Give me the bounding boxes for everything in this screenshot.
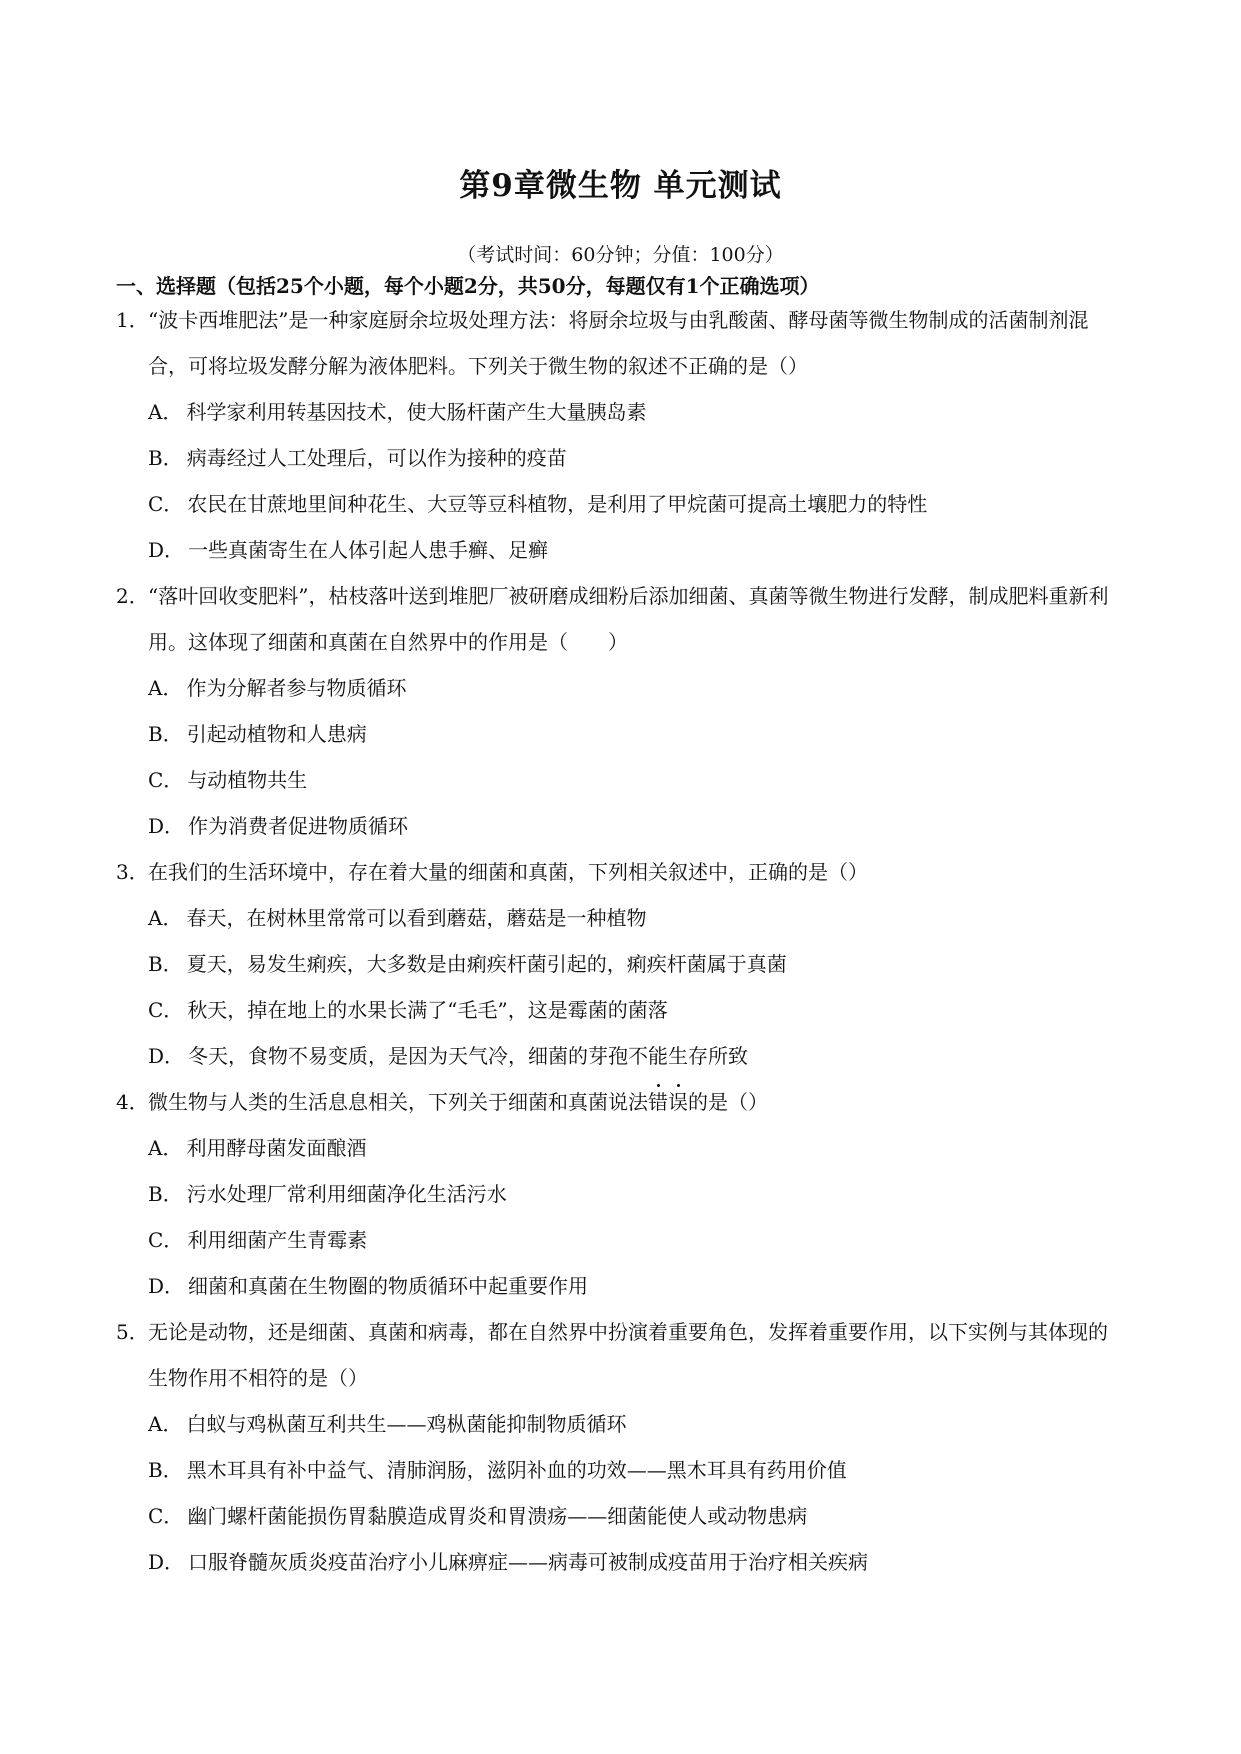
option-text: 秋天，掉在地上的水果长满了“毛毛”，这是霉菌的菌落 [187, 998, 668, 1022]
option-letter: C． [148, 768, 184, 792]
option-text: 幽门螺杆菌能损伤胃黏膜造成胃炎和胃溃疡——细菌能使人或动物患病 [187, 1504, 808, 1528]
option-text: 污水处理厂常利用细菌净化生活污水 [186, 1182, 507, 1206]
option-text: 口服脊髓灰质炎疫苗治疗小儿麻痹症——病毒可被制成疫苗用于治疗相关疾病 [188, 1550, 869, 1574]
question-4 [116, 1079, 1126, 1309]
option-text: 春天，在树林里常常可以看到蘑菇，蘑菇是一种植物 [186, 906, 647, 930]
option-text: 引起动植物和人患病 [186, 722, 367, 746]
option-c [116, 1493, 1126, 1539]
option-letter: C． [148, 998, 184, 1022]
question-list [116, 297, 1126, 1585]
emphasized-char: 误 [668, 1090, 688, 1114]
option-text: 科学家利用转基因技术，使大肠杆菌产生大量胰岛素 [186, 400, 647, 424]
document-title: 第9章微生物 单元测试 [459, 168, 782, 204]
option-text: 夏天，易发生痢疾，大多数是由痢疾杆菌引起的，痢疾杆菌属于真菌 [186, 952, 787, 976]
option-letter: A． [148, 906, 183, 930]
option-a [116, 895, 1126, 941]
option-text: 一些真菌寄生在人体引起人患手癣、足癣 [188, 538, 549, 562]
option-text: 细菌和真菌在生物圈的物质循环中起重要作用 [188, 1274, 589, 1298]
question-number: 5． [116, 1320, 149, 1344]
option-a [116, 1401, 1126, 1447]
question-5 [116, 1309, 1126, 1585]
option-letter: A． [148, 1136, 183, 1160]
option-a [116, 1125, 1126, 1171]
option-a [116, 665, 1126, 711]
option-c [116, 1217, 1126, 1263]
emphasized-char [648, 1090, 688, 1114]
option-c [116, 987, 1126, 1033]
option-text: 白蚁与鸡枞菌互利共生——鸡枞菌能抑制物质循环 [186, 1412, 627, 1436]
question-stem [116, 573, 1126, 665]
question-stem [116, 1079, 1126, 1125]
option-c [116, 481, 1126, 527]
emphasis-mark [648, 1090, 688, 1114]
option-letter: D． [148, 1274, 185, 1298]
option-text: 作为消费者促进物质循环 [188, 814, 409, 838]
option-d [116, 1539, 1126, 1585]
option-letter: A． [148, 676, 183, 700]
option-letter: A． [148, 1412, 183, 1436]
option-letter: B． [148, 1458, 183, 1482]
option-d [116, 803, 1126, 849]
option-d [116, 1033, 1126, 1079]
option-letter: C． [148, 1228, 184, 1252]
option-c [116, 757, 1126, 803]
option-text: 病毒经过人工处理后，可以作为接种的疫苗 [186, 446, 567, 470]
option-letter: B． [148, 1182, 183, 1206]
option-text: 农民在甘蔗地里间种花生、大豆等豆科植物，是利用了甲烷菌可提高土壤肥力的特性 [187, 492, 928, 516]
question-number: 3． [116, 860, 149, 884]
option-b [116, 941, 1126, 987]
option-letter: C． [148, 1504, 184, 1528]
option-b [116, 711, 1126, 757]
option-b [116, 1447, 1126, 1493]
question-stem [116, 849, 1126, 895]
question-stem [116, 297, 1126, 389]
question-text: 微生物与人类的生活息息相关，下列关于细菌和真菌说法 [148, 1090, 648, 1114]
option-letter: B． [148, 446, 183, 470]
question-text: 无论是动物，还是细菌、真菌和病毒，都在自然界中扮演着重要角色，发挥着重要作用，以下实例与其体现的生物作用不相符的是（） [148, 1320, 1108, 1390]
question-stem [116, 1309, 1126, 1401]
option-letter: C． [148, 492, 184, 516]
option-d [116, 1263, 1126, 1309]
option-text: 利用酵母菌发面酿酒 [186, 1136, 367, 1160]
option-text: 与动植物共生 [187, 768, 308, 792]
option-text: 冬天，食物不易变质，是因为天气冷，细菌的芽孢不能生存所致 [188, 1044, 749, 1068]
option-text: 黑木耳具有补中益气、清肺润肠，滋阴补血的功效——黑木耳具有药用价值 [186, 1458, 847, 1482]
section-heading: 一、选择题（包括25个小题，每个小题2分，共50分，每题仅有1个正确选项） [116, 274, 820, 298]
option-letter: B． [148, 722, 183, 746]
option-letter: D． [148, 1550, 185, 1574]
option-b [116, 1171, 1126, 1217]
option-letter: A． [148, 400, 183, 424]
question-number: 2． [116, 584, 149, 608]
question-1 [116, 297, 1126, 573]
exam-info: （考试时间：60分钟；分值：100分） [457, 244, 784, 266]
question-2 [116, 573, 1126, 849]
option-b [116, 435, 1126, 481]
question-text: 在我们的生活环境中，存在着大量的细菌和真菌，下列相关叙述中，正确的是（） [148, 860, 868, 884]
option-text: 作为分解者参与物质循环 [186, 676, 407, 700]
question-text-end: 的是（） [688, 1090, 768, 1114]
option-letter: D． [148, 538, 185, 562]
option-letter: B． [148, 952, 183, 976]
option-letter: D． [148, 1044, 185, 1068]
option-text: 利用细菌产生青霉素 [187, 1228, 368, 1252]
question-text: “落叶回收变肥料”，枯枝落叶送到堆肥厂被研磨成细粉后添加细菌、真菌等微生物进行发酵，制成肥料重新利用。这体现了细菌和真菌在自然界中的作用是（ ） [148, 584, 1109, 654]
option-d [116, 527, 1126, 573]
option-letter: D． [148, 814, 185, 838]
option-a [116, 389, 1126, 435]
question-3 [116, 849, 1126, 1079]
question-number: 1． [116, 308, 149, 332]
question-text: “波卡西堆肥法”是一种家庭厨余垃圾处理方法：将厨余垃圾与由乳酸菌、酵母菌等微生物制成的活菌制剂混合，可将垃圾发酵分解为液体肥料。下列关于微生物的叙述不正确的是（） [148, 308, 1089, 378]
emphasized-char: 错 [648, 1090, 668, 1114]
question-number: 4． [116, 1090, 149, 1114]
